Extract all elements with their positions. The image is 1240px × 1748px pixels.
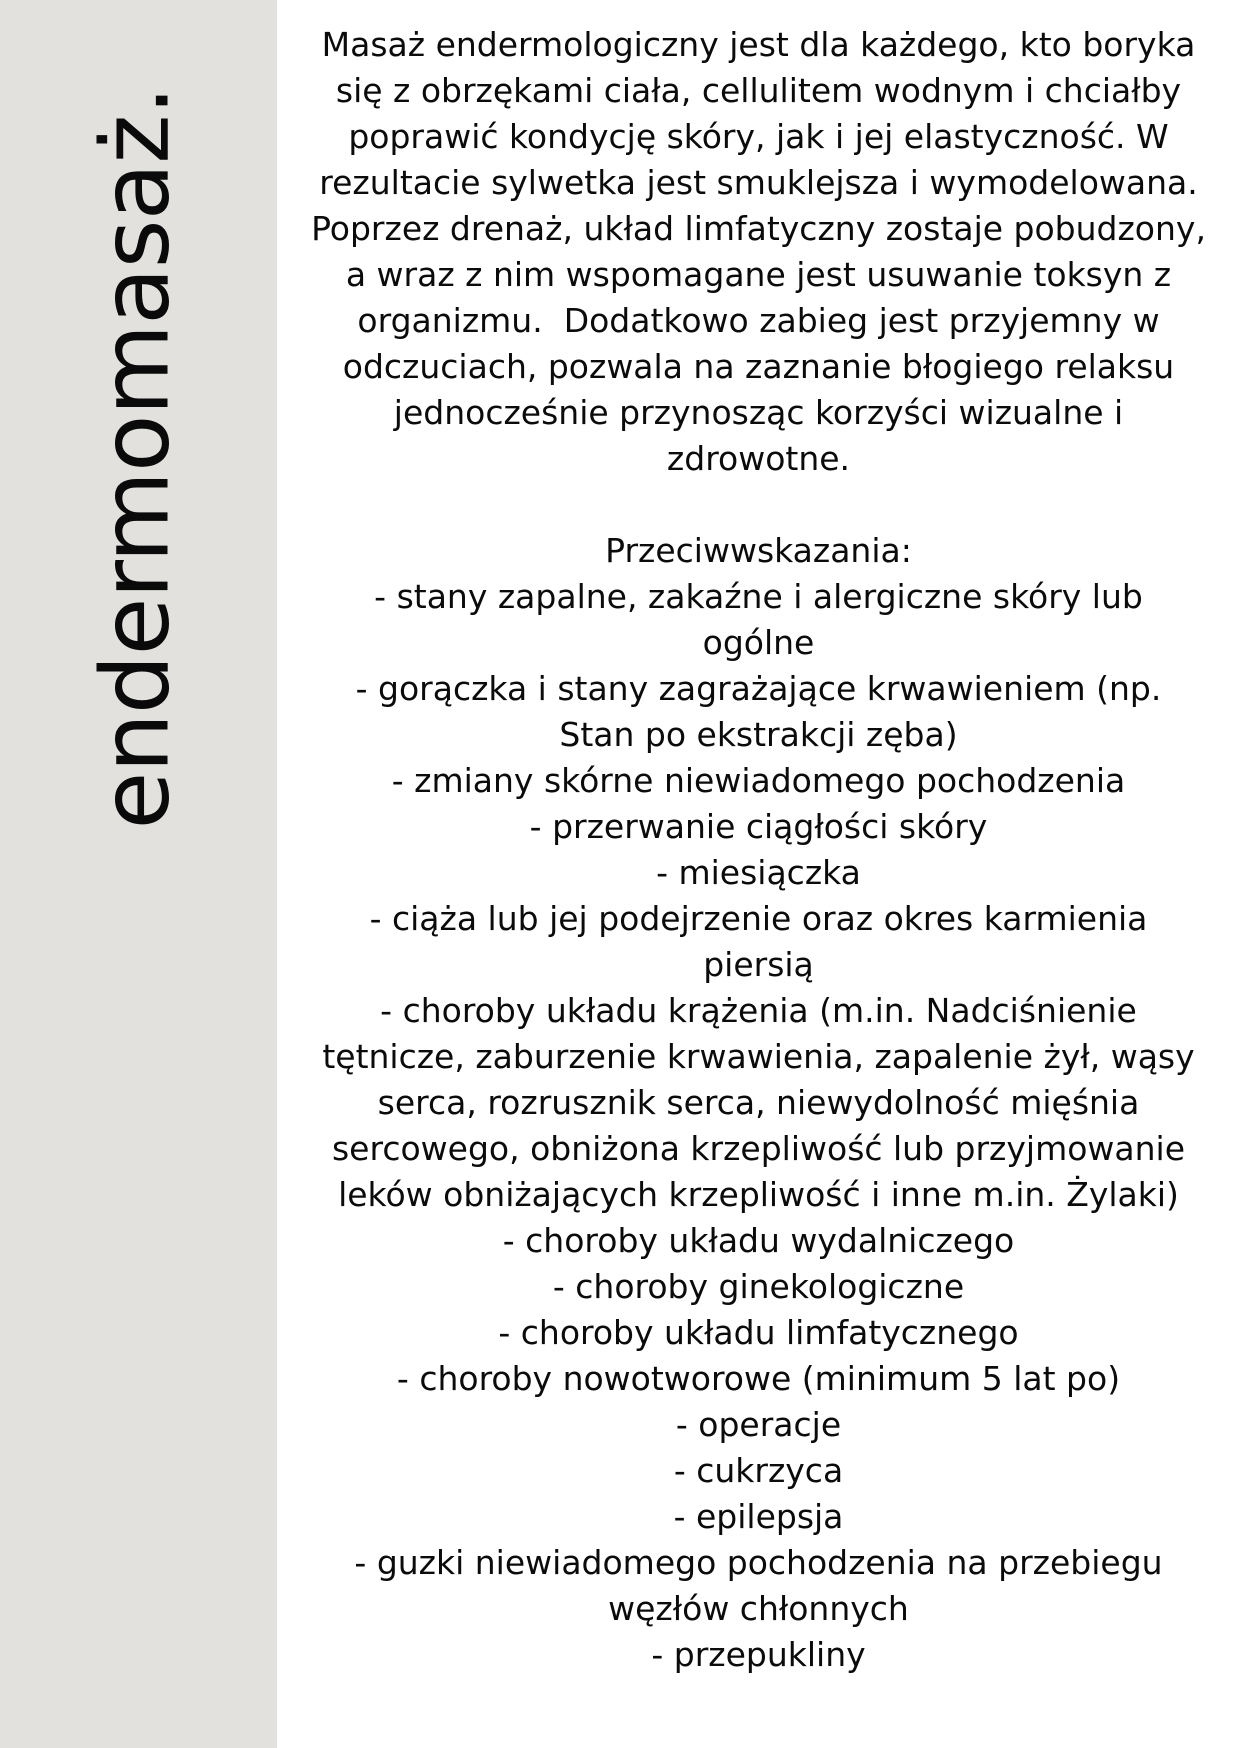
intro-line: odczuciach, pozwala na zaznanie błogiego relaksu	[342, 347, 1175, 386]
contraindication-line: - choroby nowotworowe (minimum 5 lat po)	[396, 1359, 1121, 1398]
contraindication-line: - epilepsja	[673, 1497, 844, 1536]
contraindication-line: - choroby układu wydalniczego	[502, 1221, 1015, 1260]
contraindication-line: - choroby układu krążenia (m.in. Nadciśnienie	[380, 991, 1137, 1030]
paragraph-spacer	[277, 482, 1240, 528]
contraindication-line: - guzki niewiadomego pochodzenia na przebiegu	[354, 1543, 1163, 1582]
contraindication-line: - miesiączka	[656, 853, 861, 892]
contraindication-line: - choroby układu limfatycznego	[498, 1313, 1019, 1352]
intro-line: poprawić kondycję skóry, jak i jej elastyczność. W	[348, 117, 1169, 156]
contraindication-line: - operacje	[675, 1405, 842, 1444]
contraindication-line: sercowego, obniżona krzepliwość lub przyjmowanie	[331, 1129, 1186, 1168]
contraindication-line: - cukrzyca	[673, 1451, 844, 1490]
intro-line: rezultacie sylwetka jest smuklejsza i wymodelowana.	[319, 163, 1198, 202]
contraindication-line: Stan po ekstrakcji zęba)	[559, 715, 958, 754]
intro-line: organizmu. Dodatkowo zabieg jest przyjemny w	[357, 301, 1160, 340]
contraindication-line: - przerwanie ciągłości skóry	[529, 807, 988, 846]
contraindication-line: - stany zapalne, zakaźne i alergiczne skóry lub	[374, 577, 1143, 616]
sidebar	[0, 0, 277, 1748]
contraindication-line: ogólne	[702, 623, 815, 662]
intro-line: Poprzez drenaż, układ limfatyczny zostaje pobudzony,	[311, 209, 1206, 248]
intro-line: jednocześnie przynosząc korzyści wizualne i	[393, 393, 1124, 432]
contraindications-list	[277, 574, 1240, 1678]
vertical-page-title: endermomasaż.	[81, 86, 191, 830]
contraindications-heading: Przeciwwskazania:	[605, 531, 912, 570]
intro-line: zdrowotne.	[666, 439, 851, 478]
main-text-area	[277, 0, 1240, 1678]
contraindication-line: - przepukliny	[651, 1635, 866, 1674]
contraindication-line: leków obniżających krzepliwość i inne m.in. Żylaki)	[338, 1175, 1179, 1214]
intro-line: Masaż endermologiczny jest dla każdego, kto boryka	[321, 25, 1196, 64]
intro-paragraph	[277, 22, 1240, 482]
contraindication-line: węzłów chłonnych	[608, 1589, 909, 1628]
contraindication-line: - zmiany skórne niewiadomego pochodzenia	[391, 761, 1126, 800]
intro-line: a wraz z nim wspomagane jest usuwanie toksyn z	[345, 255, 1172, 294]
contraindication-line: serca, rozrusznik serca, niewydolność mięśnia	[377, 1083, 1140, 1122]
contraindication-line: piersią	[703, 945, 814, 984]
intro-line: się z obrzękami ciała, cellulitem wodnym i chciałby	[335, 71, 1182, 110]
contraindication-line: - gorączka i stany zagrażające krwawieniem (np.	[355, 669, 1162, 708]
contraindication-line: - choroby ginekologiczne	[552, 1267, 965, 1306]
contraindication-line: tętnicze, zaburzenie krwawienia, zapalenie żył, wąsy	[322, 1037, 1195, 1076]
contraindication-line: - ciąża lub jej podejrzenie oraz okres karmienia	[369, 899, 1148, 938]
